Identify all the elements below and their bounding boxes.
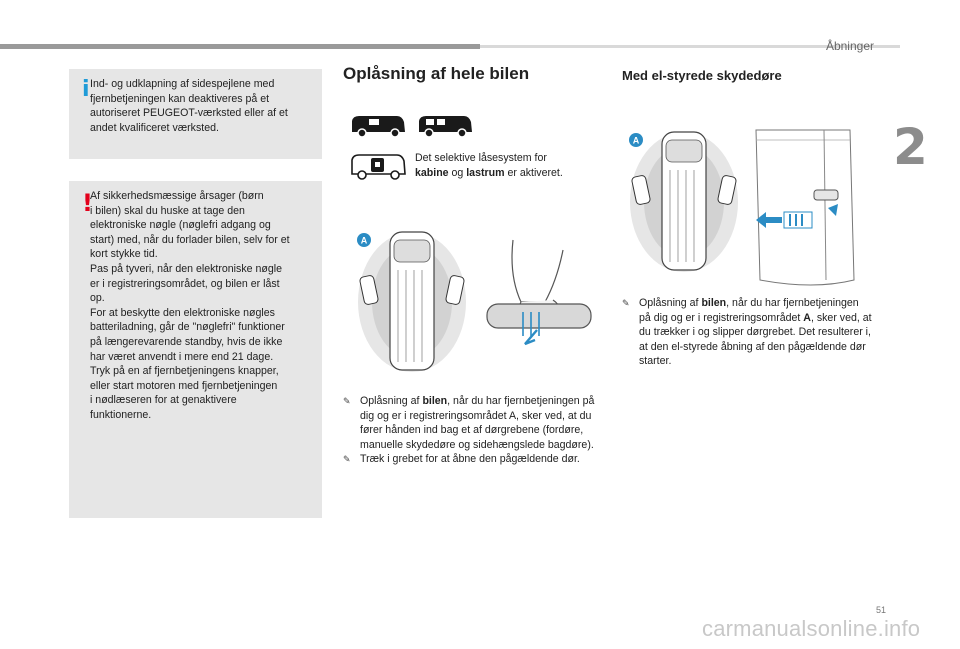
list-item: ✎ Oplåsning af bilen, når du har fjernbetjeningen på dig og er i registreringsområdet A, sker ved, at du trækker i og slipper dørgrebet. Det resulterer i, at den el-styrede åbning af den pågældende dør starter. bbox=[622, 297, 872, 368]
info-text: Ind- og udklapning af sidespejlene med fjernbetjeningen kan deaktiveres på et autoriseret PEUGEOT-værksted eller af et andet kvalificeret værksted. bbox=[90, 78, 288, 134]
detection-zone-illustration bbox=[350, 226, 468, 376]
unlock-instructions bbox=[343, 394, 601, 467]
info-icon: i bbox=[82, 77, 90, 102]
selective-lock-text: Det selektive låsesystem for kabine og lastrum er aktiveret. bbox=[415, 152, 563, 179]
van-lock-icon bbox=[349, 150, 407, 180]
hand-door-handle-illustration bbox=[483, 236, 595, 356]
watermark: carmanualsonline.info bbox=[702, 616, 921, 641]
warning-box bbox=[69, 181, 322, 518]
zone-label-a: A bbox=[632, 135, 640, 146]
header-rule-dark bbox=[0, 44, 480, 49]
electric-doors-heading: Med el-styrede skydedøre bbox=[622, 68, 782, 83]
list-item: ✎ Oplåsning af bilen, når du har fjernbetjeningen på dig og er i registreringsområdet A, sker ved, at du fører hånden ind bag et af dørgrebene (fordøre, manuelle skydedøre og sidehængslede bagdøre). bbox=[343, 395, 595, 451]
warning-text: Af sikkerhedsmæssige årsager (børn i bilen) skal du huske at tage den elektroniske nøgle (nøglefri adgang og start) med, når du forlader bilen, selv for et kort stykke tid. Pas på tyveri, når den elektroniske nøgle er i registreringsområdet, og bilen er låst op. For at beskytte den elektroniske nøgles batteriladning, går de "nøglefri" funktioner på længerevarende standby, hvis de ikke har været anvendt i mere end 21 dage. Tryk på en af fjernbetjeningens knapper, eller start motoren med fjernbetjeningen i nødlæseren for at genaktivere funktionerne. bbox=[90, 190, 290, 421]
bullet-icon: ✎ bbox=[622, 298, 630, 308]
info-box bbox=[69, 69, 322, 159]
bullet-icon: ✎ bbox=[343, 454, 351, 465]
van-cargo-icon bbox=[416, 112, 474, 138]
chapter-number: 2 bbox=[893, 118, 928, 176]
sliding-door-illustration bbox=[754, 120, 859, 290]
detection-zone-illustration bbox=[622, 126, 740, 276]
section-title: Åbninger bbox=[825, 39, 874, 53]
bullet-icon: ✎ bbox=[343, 396, 351, 406]
van-cab-icon bbox=[349, 112, 407, 138]
warning-icon: ! bbox=[82, 189, 93, 217]
list-item: ✎ Træk i grebet for at åbne den pågældende dør. bbox=[343, 453, 580, 466]
unlock-heading: Oplåsning af hele bilen bbox=[343, 64, 530, 83]
page-number: 51 bbox=[876, 605, 887, 615]
electric-door-instructions bbox=[622, 296, 872, 369]
zone-label-a: A bbox=[360, 235, 368, 246]
